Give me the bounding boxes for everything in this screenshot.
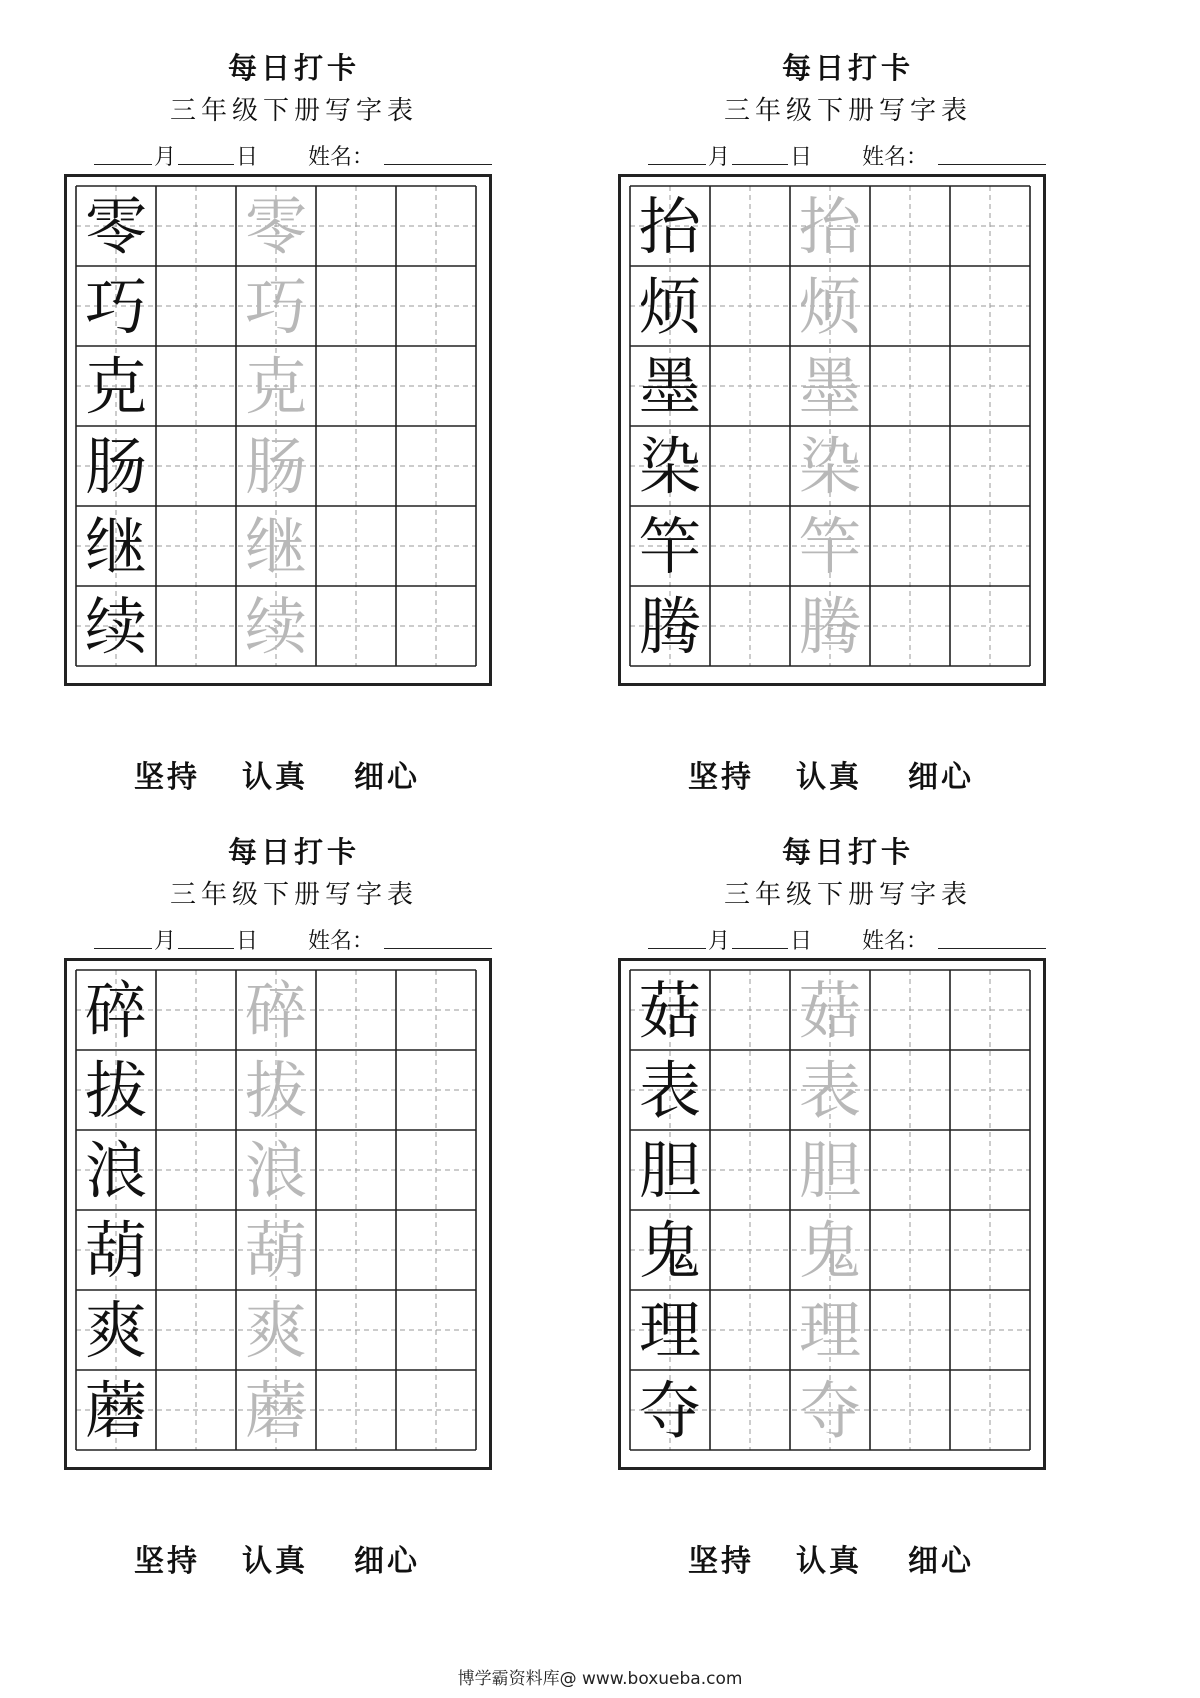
trace-character: 蘑 <box>244 1374 308 1447</box>
trace-character: 竿 <box>798 510 862 583</box>
motto-serious: 认真 <box>796 1544 862 1579</box>
model-character: 零 <box>84 190 148 263</box>
month-blank[interactable] <box>94 140 152 165</box>
date-name-line <box>94 924 524 956</box>
trace-character: 拔 <box>244 1054 308 1127</box>
motto-careful: 细心 <box>354 760 420 795</box>
name-label: 姓名： <box>862 929 929 954</box>
month-blank[interactable] <box>648 140 706 165</box>
model-character: 理 <box>638 1294 702 1367</box>
model-character: 烦 <box>638 270 702 343</box>
model-character: 蘑 <box>84 1374 148 1447</box>
motto-serious: 认真 <box>796 760 862 795</box>
day-label: 日 <box>790 145 813 170</box>
day-label: 日 <box>236 145 259 170</box>
trace-character: 表 <box>798 1054 862 1127</box>
card-subtitle: 三年级下册写字表 <box>169 96 418 126</box>
name-blank[interactable] <box>384 924 492 949</box>
model-character: 腾 <box>638 590 702 663</box>
trace-character: 染 <box>798 430 862 503</box>
writing-grid <box>64 958 492 1470</box>
trace-character: 续 <box>244 590 308 663</box>
day-label: 日 <box>236 929 259 954</box>
day-blank[interactable] <box>732 140 788 165</box>
trace-character: 胆 <box>798 1134 862 1207</box>
date-name-line <box>648 924 1078 956</box>
date-name-line <box>94 140 524 172</box>
motto-persevere: 坚持 <box>688 1544 754 1579</box>
trace-character: 浪 <box>244 1134 308 1207</box>
motto-serious: 认真 <box>242 760 308 795</box>
model-character: 浪 <box>84 1134 148 1207</box>
date-name-line <box>648 140 1078 172</box>
motto-persevere: 坚持 <box>134 760 200 795</box>
month-blank[interactable] <box>94 924 152 949</box>
model-character: 染 <box>638 430 702 503</box>
model-character: 爽 <box>84 1294 148 1367</box>
motto-careful: 细心 <box>908 760 974 795</box>
day-label: 日 <box>790 929 813 954</box>
card-subtitle: 三年级下册写字表 <box>169 880 418 910</box>
month-label: 月 <box>708 929 731 954</box>
model-character: 抬 <box>638 190 702 263</box>
model-character: 巧 <box>84 270 148 343</box>
model-character: 克 <box>84 350 148 423</box>
trace-character: 克 <box>244 350 308 423</box>
model-character: 胆 <box>638 1134 702 1207</box>
model-character: 墨 <box>638 350 702 423</box>
name-label: 姓名： <box>862 145 929 170</box>
day-blank[interactable] <box>732 924 788 949</box>
model-character: 续 <box>84 590 148 663</box>
month-label: 月 <box>708 145 731 170</box>
trace-character: 零 <box>244 190 308 263</box>
card-title: 每日打卡 <box>227 835 360 869</box>
card-title: 每日打卡 <box>781 51 914 85</box>
motto-careful: 细心 <box>908 1544 974 1579</box>
trace-character: 腾 <box>798 590 862 663</box>
model-character: 碎 <box>84 974 148 1047</box>
trace-character: 继 <box>244 510 308 583</box>
day-blank[interactable] <box>178 140 234 165</box>
model-character: 鬼 <box>638 1214 702 1287</box>
model-character: 拔 <box>84 1054 148 1127</box>
day-blank[interactable] <box>178 924 234 949</box>
writing-grid <box>618 958 1046 1470</box>
trace-character: 夺 <box>798 1374 862 1447</box>
trace-character: 肠 <box>244 430 308 503</box>
name-label: 姓名： <box>308 929 375 954</box>
month-label: 月 <box>154 145 177 170</box>
trace-character: 葫 <box>244 1214 308 1287</box>
card-subtitle: 三年级下册写字表 <box>723 880 972 910</box>
trace-character: 爽 <box>244 1294 308 1367</box>
writing-grid <box>64 174 492 686</box>
name-blank[interactable] <box>938 140 1046 165</box>
trace-character: 菇 <box>798 974 862 1047</box>
model-character: 继 <box>84 510 148 583</box>
model-character: 葫 <box>84 1214 148 1287</box>
name-blank[interactable] <box>938 924 1046 949</box>
trace-character: 碎 <box>244 974 308 1047</box>
motto-careful: 细心 <box>354 1544 420 1579</box>
trace-character: 墨 <box>798 350 862 423</box>
card-title: 每日打卡 <box>781 835 914 869</box>
card-title: 每日打卡 <box>227 51 360 85</box>
motto-persevere: 坚持 <box>688 760 754 795</box>
card-subtitle: 三年级下册写字表 <box>723 96 972 126</box>
trace-character: 理 <box>798 1294 862 1367</box>
month-blank[interactable] <box>648 924 706 949</box>
model-character: 表 <box>638 1054 702 1127</box>
model-character: 肠 <box>84 430 148 503</box>
name-blank[interactable] <box>384 140 492 165</box>
writing-grid <box>618 174 1046 686</box>
model-character: 竿 <box>638 510 702 583</box>
model-character: 菇 <box>638 974 702 1047</box>
motto-serious: 认真 <box>242 1544 308 1579</box>
motto-persevere: 坚持 <box>134 1544 200 1579</box>
trace-character: 巧 <box>244 270 308 343</box>
name-label: 姓名： <box>308 145 375 170</box>
trace-character: 烦 <box>798 270 862 343</box>
model-character: 夺 <box>638 1374 702 1447</box>
trace-character: 抬 <box>798 190 862 263</box>
page-footer: 博学霸资料库@ www.boxueba.com <box>457 1669 743 1689</box>
month-label: 月 <box>154 929 177 954</box>
trace-character: 鬼 <box>798 1214 862 1287</box>
